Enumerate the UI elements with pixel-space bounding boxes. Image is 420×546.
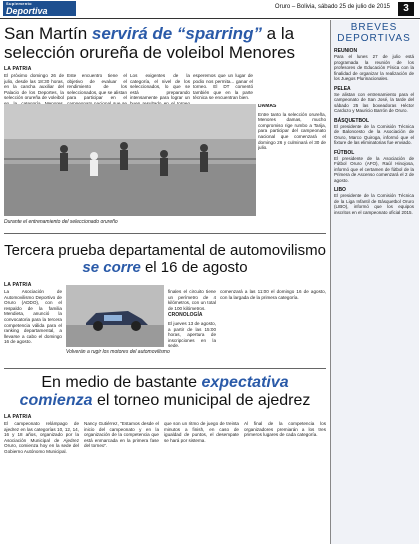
page-number: 3 [398, 2, 414, 16]
rally-car-photo [66, 285, 164, 347]
rally-car-illustration [66, 285, 164, 347]
story1-column-4: esperemos que un lugar de podio nos permita... ganar el torneo. El DT comentó también que en la parte técnica se encuentran bien. [193, 73, 253, 101]
newspaper-logo [3, 1, 76, 16]
dateline: Oruro – Bolivia, sábado 25 de julio de 2015 [274, 4, 390, 10]
story2-column-3: finales el circuito tiene un perímetro de 4 kilómetros, con un total de 100 kilómetros. CRONOLOGÍA El jueves 13 de agosto, a partir de las 15:00 horas, apertura de inscripciones en la sede. [168, 289, 216, 349]
logo-main-text: Deportiva [6, 6, 48, 16]
story3-headline: En medio de bastante expectativa comienza el torneo municipal de ajedrez [19, 374, 311, 409]
sidebar-title: BREVES DEPORTIVAS [337, 22, 411, 44]
story2-column-4: comenzará a las 11:00 el domingo 16 de agosto, con la largada de la primera categoría. [220, 289, 326, 300]
sidebar-item: FÚTBOL El presidente de la Asociación de Fútbol Oruro (AFO), Raúl Hinojosa, informó que el certamen de fútbol de la Primera de Ascenso comenzará el 2 de agosto. [334, 149, 414, 183]
volleyball-photo-illustration [4, 104, 256, 216]
story1-column-3: Los exigentes de la categoría, el nivel de los seleccionados, lo que se está preparando intensamente para lograr un [130, 73, 190, 101]
story1-headline: San Martín servirá de “sparring” a la selección orureña de voleibol Menores [4, 24, 296, 62]
sidebar-item: PELEA Se alistan con entrenamiento para el campeonato de San José, la tarde del sábado 25 las boxeadoras Héctor Cardozo y Mauricio Barrón de Oruro. [334, 85, 414, 113]
divider [4, 233, 326, 234]
story1-damas-column: DAMAS Entre tanto la selección orureña, Menores damas, mucho compromiso rige rumbo a Tarija, para participar del campeonato nacional que comenzará el domingo 26 y culminará el 30 de julio. [258, 104, 326, 151]
page-header [0, 0, 420, 19]
story3-column-2: Nancy Gutiérrez, "Estamos desde el inicio del campeonato y en la organización de la competencia que está enmarcada en la primera fase del torneo". [84, 421, 159, 449]
sidebar-list [334, 48, 414, 542]
sidebar-item: REUNIÓN Para el lunes 27 de julio está programada la reunión de los profesores de Educación Física con la finalidad de organizar la realización de los Juegos Plurinacionales. [334, 48, 414, 81]
divider [4, 368, 326, 369]
logo-supplement-text: Suplemento [6, 1, 32, 6]
story3-column-4: Al final de la competencia los organizadores premiarán a los tres primeros lugares de cada categoría. [244, 421, 326, 438]
story2-column-1: La Asociación de Automovilismo Deportivo de Oruro (ADDO), con el respaldo de la familia Mendieta, anunció la convocatoria para la tercera competencia válida para el ranking departamental, a llevarse a cabo el domingo 16 de agosto. [4, 289, 62, 345]
story1-column-1: El próximo domingo 26 de julio, desde las 18:30 horas, en la cancha auxiliar del Palacio de los Deportes, la selección orureña de voleibol [4, 73, 64, 101]
story2-tag: LA PATRIA [4, 282, 32, 288]
story2-photo-caption: Volverán a rugir los motores del automovilismo [66, 349, 170, 355]
story3-column-1: El campeonato relámpago de ajedrez en las categorías 10, 12, 14, 16 y 18 años, organizado por la Asociación Municipal de Ajedrez Oruro, comienza hoy en la sede del Gobierno Autónomo Municipal. [4, 421, 79, 454]
sidebar-item: LIBO El presidente de la Comisión Técnica de la Liga Infantil de Básquetbol Oruro (LIBO), informó que los equipos inscritos en el campeonato oficial 2015. [334, 187, 414, 215]
sidebar-item: BÁSQUETBOL El presidente de la Comisión Técnica de Baloncesto de la Asociación de Oruro, Marco Quiroga, informó que el fixture de las eliminatorias fue enviado. [334, 117, 414, 145]
story1-tag: LA PATRIA [4, 66, 32, 72]
story1-photo-caption: Durante el entrenamiento del seleccionado orureño [4, 219, 118, 225]
story3-tag: LA PATRIA [4, 414, 32, 420]
story1-column-2: Este encuentro tiene el objetivo de evaluar el rendimiento de los seleccionados, que se alistan para participar en el [67, 73, 127, 101]
story3-column-3: que son un ritmo de juego de treinta minutos a finish, en caso de igualdad de puntos, el desempate se hará por sistema. [164, 421, 239, 443]
story2-headline: Tercera prueba departamental de automovilismo se corre el 16 de agosto [4, 242, 326, 276]
volleyball-training-photo [4, 104, 256, 216]
